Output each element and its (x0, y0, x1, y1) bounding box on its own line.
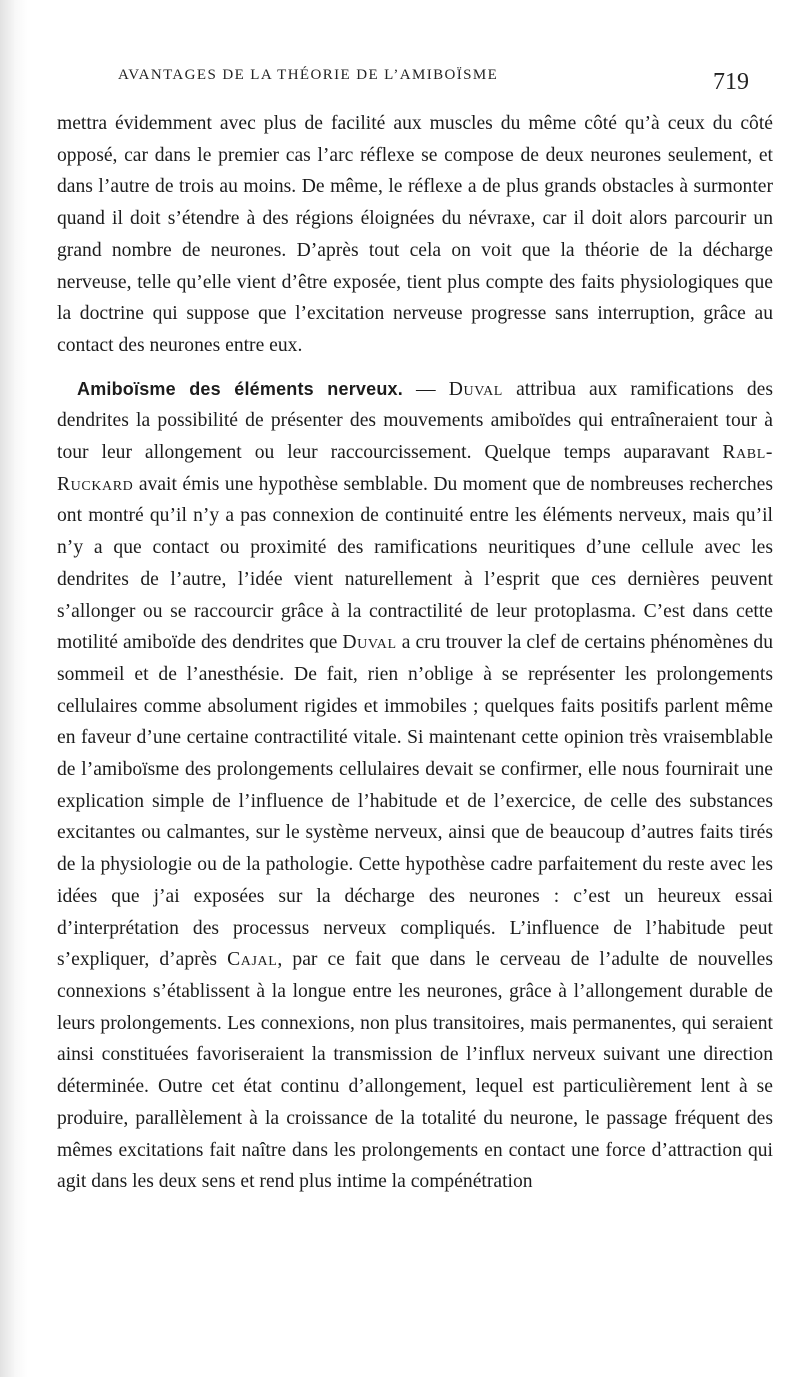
author-name: Rabl-Ruckard (57, 442, 773, 495)
paragraph-continuation: mettra évidemment avec plus de facilité aux muscles du même côté qu’à ceux du côté opposé, car dans le premier cas l’arc réflexe se compose de deux neurones seulement, et dans l’autre de trois au moins. De même, le réflexe a de plus grands obstacles à surmonter quand il doit s’étendre à des régions éloignées du névraxe, car il doit alors parcourir un grand nombre de neurones. D’après tout cela on voit que la théorie de la décharge nerveuse, telle qu’elle vient d’être exposée, tient plus compte des faits physiologiques que la doctrine qui suppose que l’excitation nerveuse progresse sans interruption, grâce au contact des neurones entre eux. (57, 113, 773, 356)
paragraph-text: a cru trouver la clef de certains phénomènes du sommeil et de l’anesthésie. De fait, rien n’oblige à se représenter les prolongements cellulaires comme absolument rigides et immobiles ; quelques faits positifs parlent même en faveur d’une certaine contractilité vitale. Si maintenant cette opinion très vraisemblable de l’amiboïsme des prolongements cellulaires devait se confirmer, elle nous fournirait une explication simple de l’influence de l’habitude et de l’exercice, de celle des substances excitantes ou calmantes, sur le système nerveux, ainsi que de beaucoup d’autres faits tirés de la physiologie ou de la pathologie. Cette hypothèse cadre parfaitement du reste avec les idées que j’ai exposées sur la décharge des neurones : c’est un heureux essai d’interprétation des processus nerveux compliqués. L’influence de l’habitude peut s’expliquer, d’après (57, 632, 773, 971)
author-name: Cajal (227, 949, 278, 971)
paragraph-text: , par ce fait que dans le cerveau de l’adulte de nouvelles connexions s’établissent à la longue entre les neurones, grâce à l’allongement durable de leurs prolongements. Les connexions, non plus transitoires, mais permanentes, qui seraient ainsi constituées favoriseraient la transmission de l’influx nerveux suivant une direction déterminée. Outre cet état continu d’allongement, lequel est particulièrement lent à se produire, parallèlement à la croissance de la totalité du neurone, le passage fréquent des mêmes excitations fait naître dans les prolongements en contact une force d’attraction qui agit dans les deux sens et rend plus intime la compénétration (57, 949, 773, 1193)
running-head: AVANTAGES DE LA THÉORIE DE L’AMIBOÏSME (118, 67, 499, 83)
author-name: Duval (342, 632, 397, 654)
heading-dash: — (402, 378, 449, 400)
paragraph-text: attribua aux ramifications des dendrites la possibilité de présenter des mouvements amiboïdes qui entraîneraient tour à tour leur allongement ou leur raccourcissement. Quelque temps auparavant (57, 378, 773, 464)
author-name: Duval (448, 378, 503, 400)
paragraph-amiboisme (57, 374, 773, 1198)
page-gutter-shadow (0, 0, 14, 1377)
body-text (57, 108, 773, 1198)
section-heading: Amiboïsme des éléments nerveux. (77, 378, 403, 399)
paragraph-text: avait émis une hypothèse semblable. Du moment que de nombreuses recherches ont montré qu’il n’y a pas connexion de continuité entre les éléments nerveux, mais qu’il n’y a que contact ou proximité des ramifications neuritiques d’une cellule avec les dendrites de l’autre, l’idée vient naturellement à l’esprit que ces dernières peuvent s’allonger ou se raccourcir grâce à la contractilité de leur protoplasma. C’est dans cette motilité amiboïde des dendrites que (57, 473, 773, 654)
page-number: 719 (713, 69, 749, 95)
